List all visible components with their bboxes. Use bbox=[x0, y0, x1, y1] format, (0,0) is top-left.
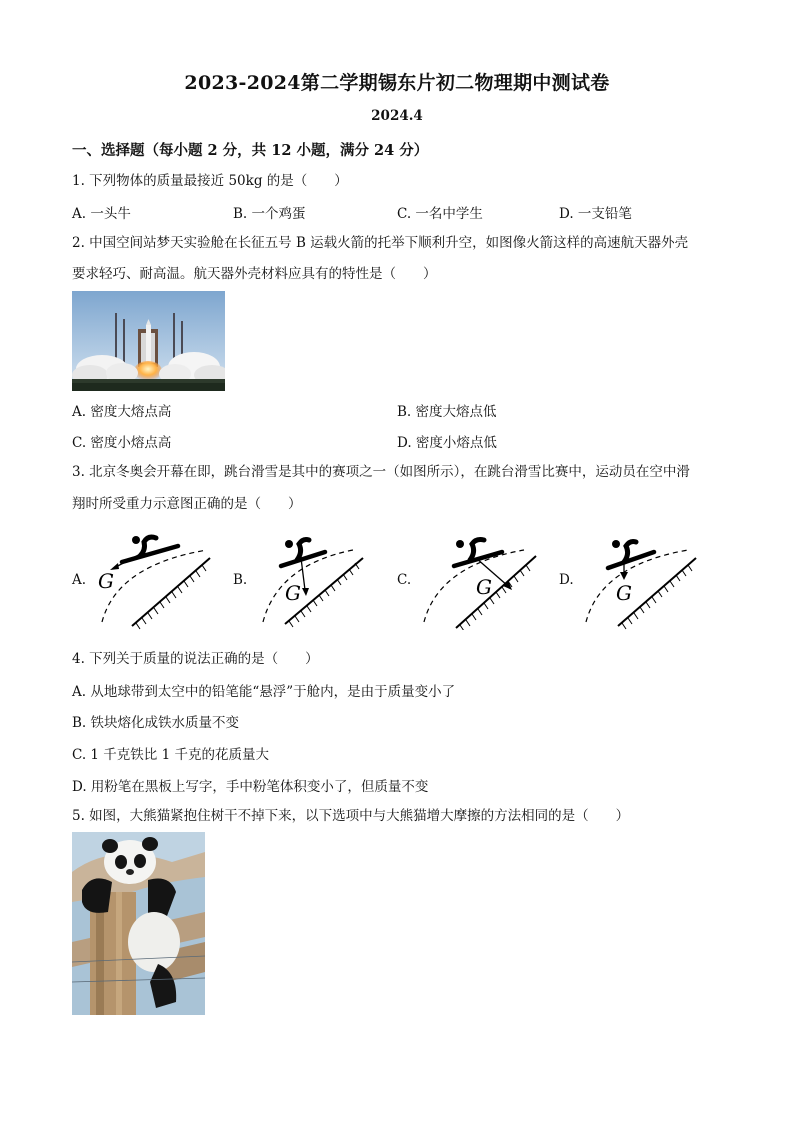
q4-option-c: C. 1 千克铁比 1 千克的花质量大 bbox=[72, 747, 269, 763]
page-title: 2023-2024第二学期锡东片初二物理期中测试卷 bbox=[184, 72, 610, 94]
force-label-g: G bbox=[98, 569, 114, 593]
q3-option-b-label: B. bbox=[233, 572, 248, 588]
q4-option-b: B. 铁块熔化成铁水质量不变 bbox=[72, 715, 240, 731]
rocket-launch-photo bbox=[72, 291, 225, 391]
force-label-g: G bbox=[616, 581, 632, 605]
q2-option-d: D. 密度小熔点低 bbox=[397, 435, 497, 451]
force-label-g: G bbox=[285, 581, 301, 605]
ski-jump-diagram-c bbox=[414, 530, 544, 630]
q2-option-a: A. 密度大熔点高 bbox=[72, 404, 172, 420]
question-5-stem: 5. 如图，大熊猫紧抱住树干不掉下来，以下选项中与大熊猫增大摩擦的方法相同的是（ ） bbox=[72, 808, 630, 824]
ski-jump-diagram-a bbox=[92, 530, 222, 630]
q1-option-a: A. 一头牛 bbox=[72, 206, 131, 222]
q4-option-a: A. 从地球带到太空中的铅笔能“悬浮”于舱内，是由于质量变小了 bbox=[72, 684, 456, 700]
force-label-g: G bbox=[476, 575, 492, 599]
question-1-stem: 1. 下列物体的质量最接近 50kg 的是（ ） bbox=[72, 173, 348, 189]
exam-date: 2024.4 bbox=[371, 108, 423, 124]
ski-jump-diagram-b bbox=[253, 530, 383, 630]
q1-option-b: B. 一个鸡蛋 bbox=[233, 206, 306, 222]
question-2-stem-line2: 要求轻巧、耐高温。航天器外壳材料应具有的特性是（ ） bbox=[72, 266, 437, 282]
question-4-stem: 4. 下列关于质量的说法正确的是（ ） bbox=[72, 651, 319, 667]
question-3-stem-line2: 翔时所受重力示意图正确的是（ ） bbox=[72, 496, 302, 512]
q3-option-c-label: C. bbox=[397, 572, 412, 588]
panda-photo bbox=[72, 832, 205, 1015]
question-2-stem-line1: 2. 中国空间站梦天实验舱在长征五号 B 运载火箭的托举下顺利升空，如图像火箭这样的高速航天器外壳 bbox=[72, 235, 689, 251]
q1-option-c: C. 一名中学生 bbox=[397, 206, 483, 222]
q3-option-a-label: A. bbox=[72, 572, 87, 588]
ski-jump-diagram-d bbox=[576, 530, 706, 630]
q4-option-d: D. 用粉笔在黑板上写字，手中粉笔体积变小了，但质量不变 bbox=[72, 779, 429, 795]
question-3-stem-line1: 3. 北京冬奥会开幕在即，跳台滑雪是其中的赛项之一（如图所示），在跳台滑雪比赛中，运动员在空中滑 bbox=[72, 464, 690, 480]
q2-option-b: B. 密度大熔点低 bbox=[397, 404, 497, 420]
section-heading: 一、选择题（每小题 2 分，共 12 小题，满分 24 分） bbox=[72, 142, 429, 159]
q1-option-d: D. 一支铅笔 bbox=[559, 206, 632, 222]
q2-option-c: C. 密度小熔点高 bbox=[72, 435, 172, 451]
q3-option-d-label: D. bbox=[559, 572, 574, 588]
